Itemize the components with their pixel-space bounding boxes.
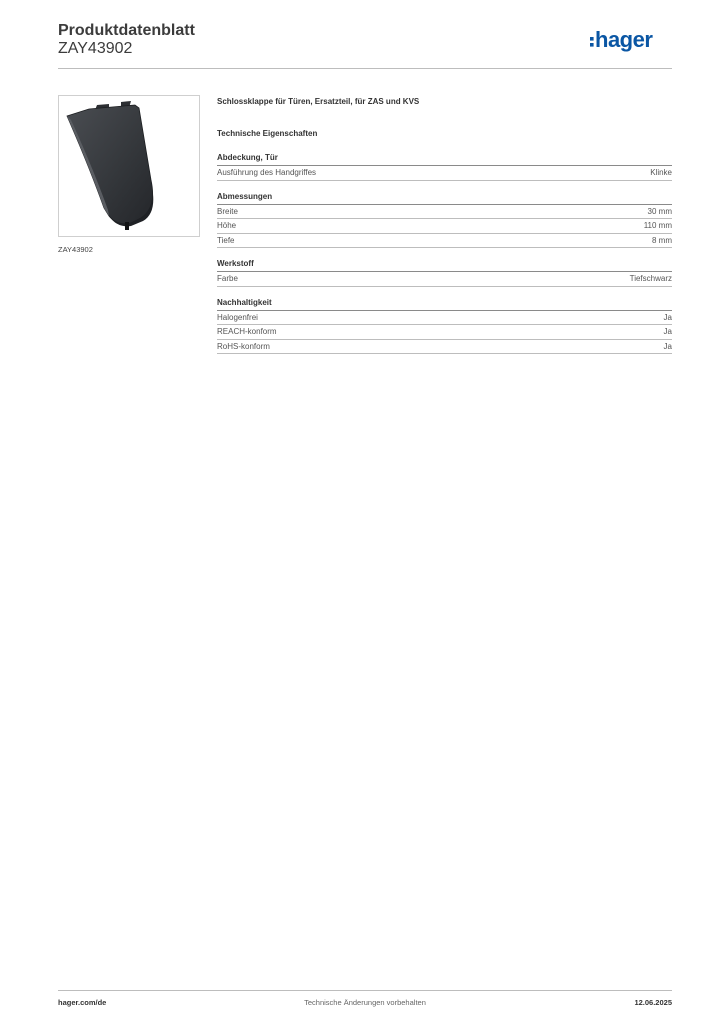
property-sections xyxy=(217,152,672,354)
property-section xyxy=(217,297,672,355)
property-label: Höhe xyxy=(217,221,237,230)
section-title: Abdeckung, Tür xyxy=(217,152,672,166)
property-label: RoHS-konform xyxy=(217,341,270,351)
footer-disclaimer: Technische Änderungen vorbehalten xyxy=(304,998,426,1007)
hager-logo xyxy=(590,28,672,52)
property-label: Halogenfrei xyxy=(217,312,258,322)
property-value: Tiefschwarz xyxy=(629,274,672,283)
property-label: Breite xyxy=(217,206,238,216)
technical-properties-heading: Technische Eigenschaften xyxy=(217,129,318,138)
section-title: Nachhaltigkeit xyxy=(217,297,672,311)
property-row xyxy=(217,205,672,220)
property-value: Ja xyxy=(663,312,672,322)
property-row xyxy=(217,340,672,355)
header-divider xyxy=(58,68,672,69)
property-value: 110 mm xyxy=(643,221,672,230)
image-caption: ZAY43902 xyxy=(58,245,93,254)
property-section xyxy=(217,152,672,181)
property-value: Ja xyxy=(663,341,672,351)
property-section xyxy=(217,191,672,249)
section-title: Abmessungen xyxy=(217,191,672,205)
page-footer xyxy=(58,998,672,1010)
property-section xyxy=(217,258,672,287)
page-header xyxy=(58,22,672,68)
property-label: Tiefe xyxy=(217,235,235,245)
property-value: 30 mm xyxy=(647,206,672,216)
property-label: Farbe xyxy=(217,274,238,283)
property-label: Ausführung des Handgriffes xyxy=(217,168,317,177)
product-details xyxy=(217,96,672,354)
property-row xyxy=(217,166,672,181)
property-row xyxy=(217,272,672,287)
property-row xyxy=(217,325,672,340)
property-value: Ja xyxy=(663,327,672,336)
product-number: ZAY43902 xyxy=(58,40,133,57)
property-row xyxy=(217,234,672,249)
property-row xyxy=(217,219,672,234)
footer-divider xyxy=(58,990,672,991)
property-value: Klinke xyxy=(650,168,672,177)
page-title: Produktdatenblatt xyxy=(58,22,195,39)
section-title: Werkstoff xyxy=(217,258,672,272)
footer-date: 12.06.2025 xyxy=(634,998,672,1007)
logo-wordmark: hager xyxy=(595,28,653,52)
product-image xyxy=(58,95,200,237)
property-row xyxy=(217,311,672,326)
product-description: Schlossklappe für Türen, Ersatzteil, für ZAS und KVS xyxy=(217,97,420,106)
footer-website: hager.com/de xyxy=(58,998,107,1007)
property-value: 8 mm xyxy=(652,235,672,245)
property-label: REACH-konform xyxy=(217,327,277,336)
product-lock-flap-image xyxy=(59,96,199,236)
